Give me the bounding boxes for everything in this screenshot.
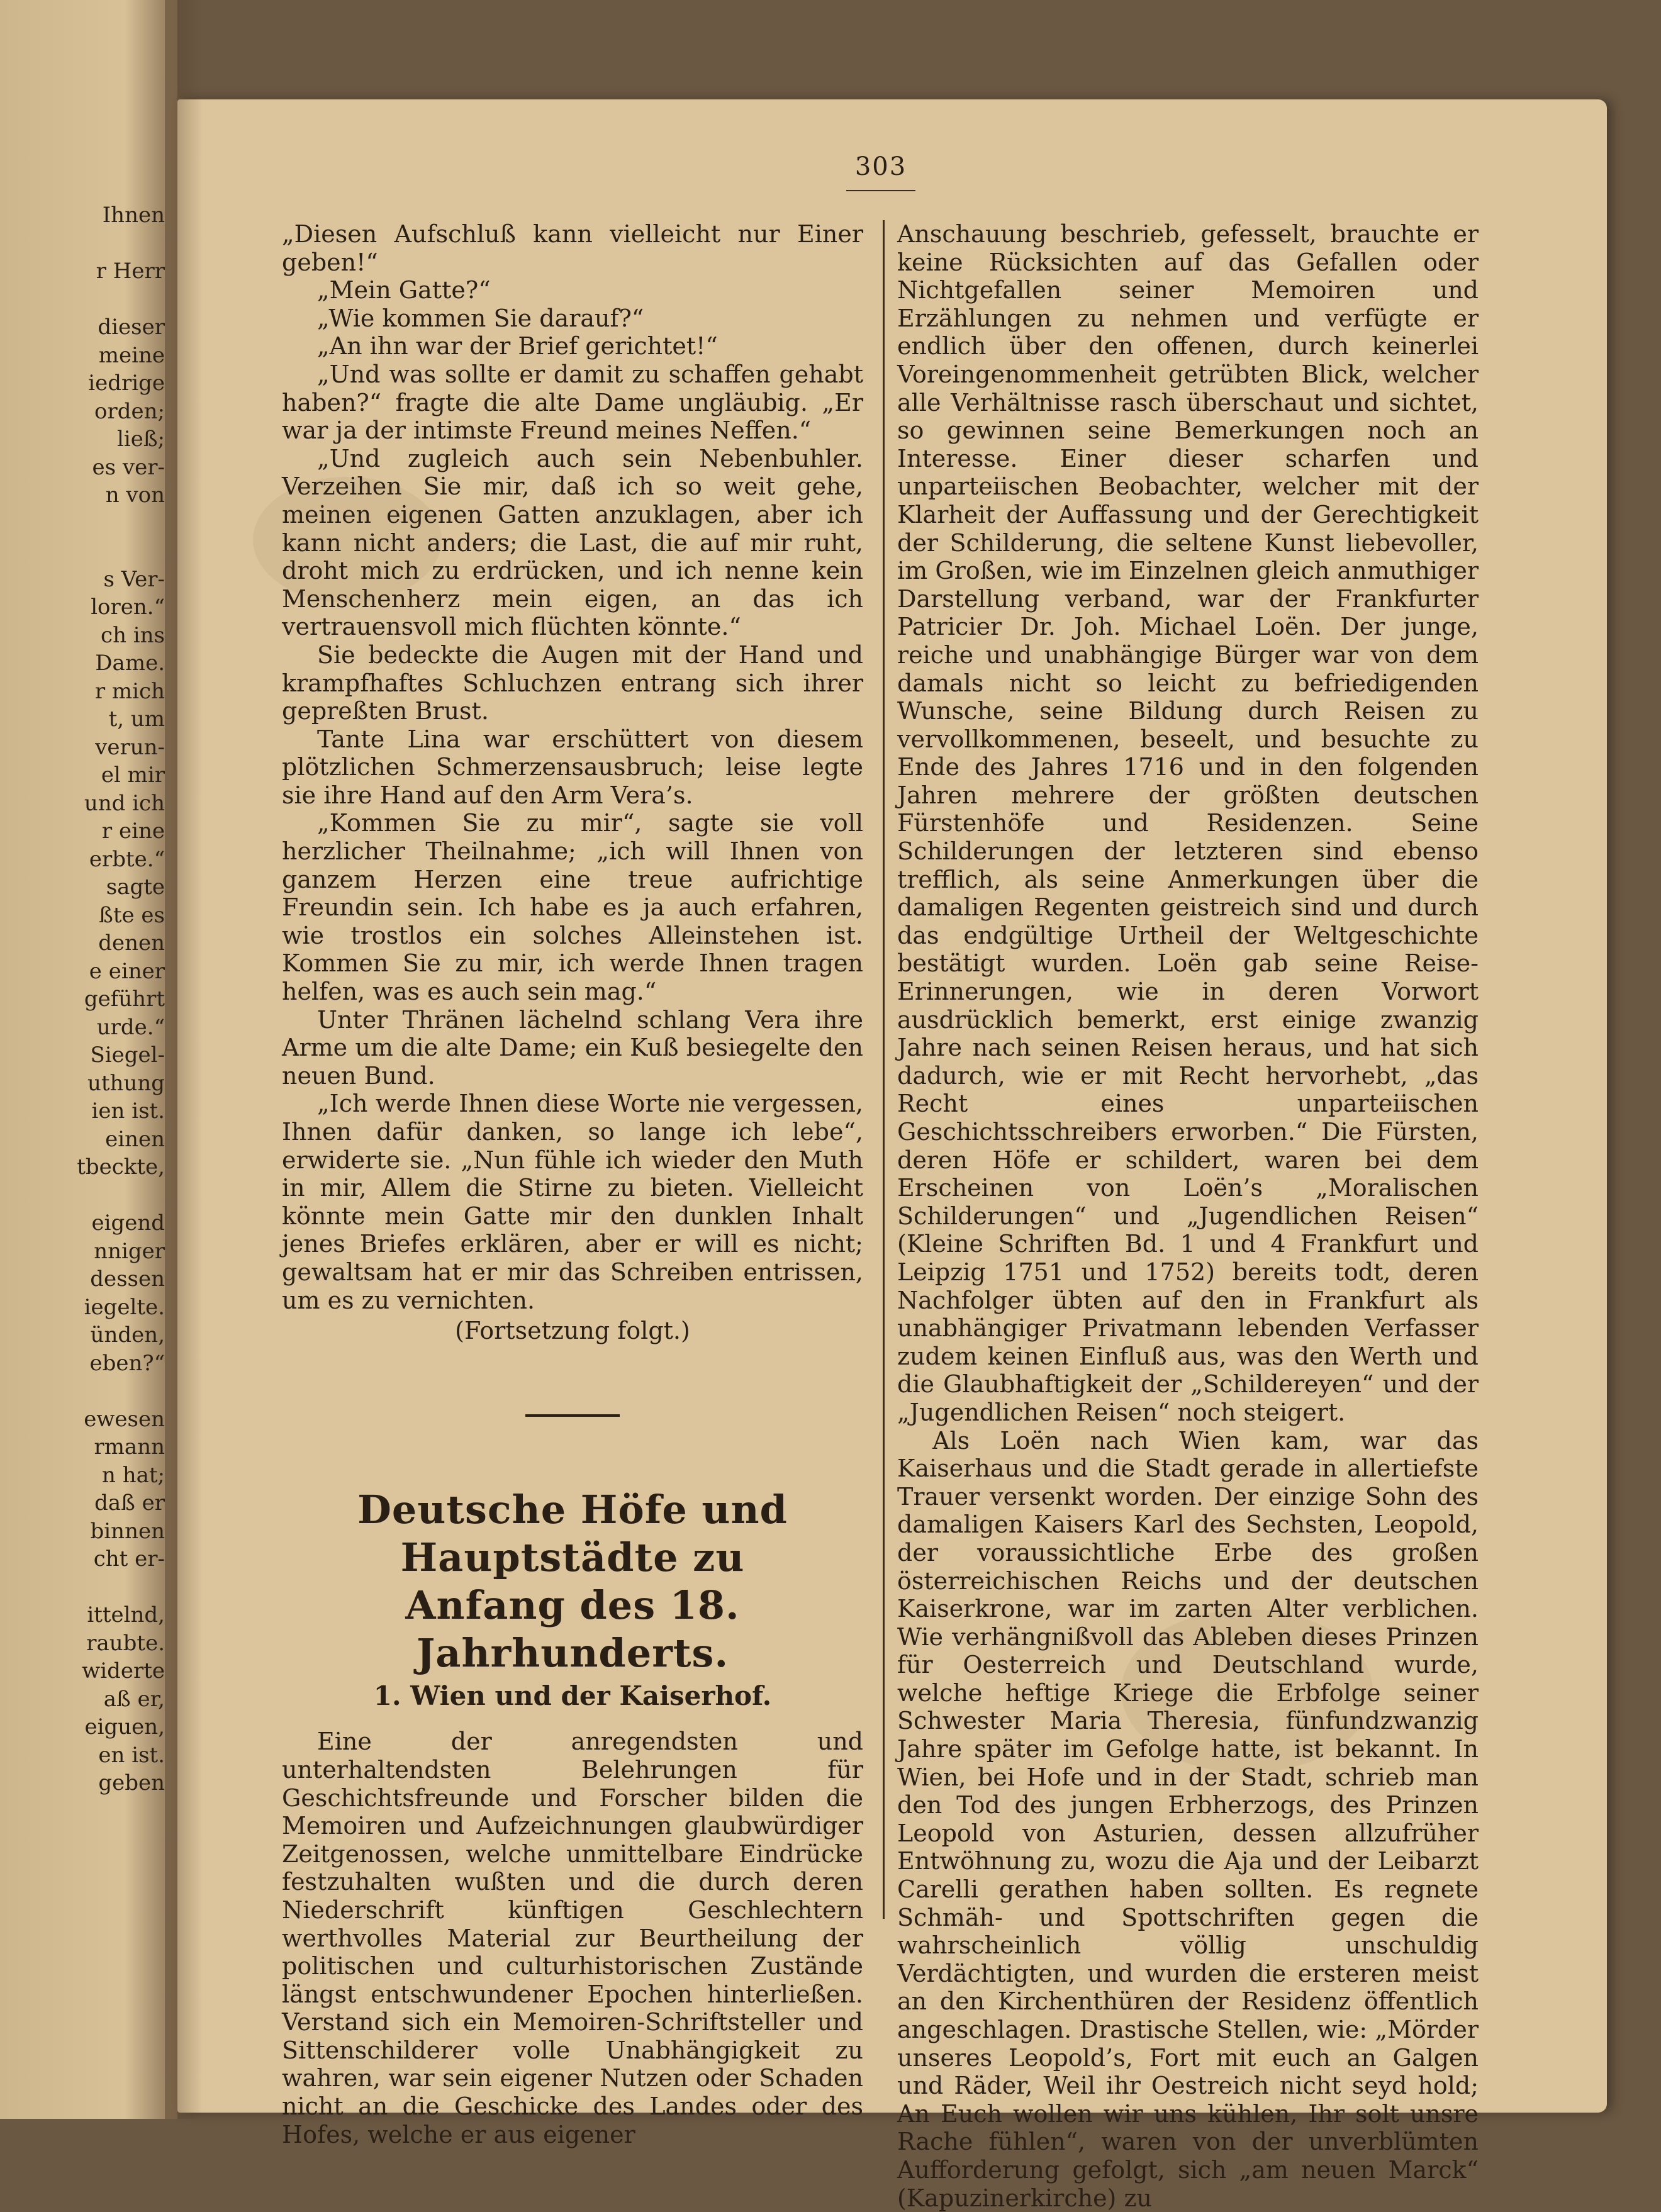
facing-page-line: erbte.“	[89, 846, 165, 872]
left-column	[282, 220, 863, 2148]
facing-page-line: en ist.	[98, 1742, 165, 1768]
article-title	[282, 1486, 863, 1677]
paragraph: „Und was sollte er damit zu schaffen gehabt haben?“ fragte die alte Dame ungläubig. „Er war ja der intimste Freund meines Neffen.“	[282, 360, 863, 445]
facing-page-line: raubte.	[86, 1630, 165, 1656]
article-title-line-2: Anfang des 18. Jahrhunderts.	[405, 1582, 740, 1676]
facing-page-line: widerte	[82, 1658, 165, 1684]
facing-page-line: tbeckte,	[77, 1154, 165, 1180]
facing-page-line: rmann	[94, 1434, 165, 1460]
paragraph: „Und zugleich auch sein Nebenbuhler. Verzeihen Sie mir, daß ich so weit gehe, meinen eigenen Gatten anzuklagen, aber ich kann nicht anders; die Last, die auf mir ruht, droht mich zu erdrücken, und ich nenne kein Menschenherz mein eigen, an das ich vertrauensvoll mich flüchten könnte.“	[282, 444, 863, 641]
paragraph: „Diesen Aufschluß kann vielleicht nur Einer geben!“	[282, 220, 863, 276]
article-intro: Eine der anregendsten und unterhaltendsten Belehrungen für Geschichtsfreunde und Forscher bilden die Memoiren und Aufzeichnungen glaubwürdiger Zeitgenossen, welche unmittelbare Eindrücke festzuhalten wußten und die durch deren Niederschrift künftigen Geschlechtern werthvolles Material zur Beurtheilung der politischen und culturhistorischen Zustände längst entschwundener Epochen hinterließen. Verstand sich ein Memoiren-Schriftsteller und Sittenschilderer volle Unabhängigkeit zu wahren, war sein eigener Nutzen oder Schaden nicht an die Geschicke des Landes oder des Hofes, welche er aus eigener	[282, 1728, 863, 2148]
facing-page-line: n hat;	[102, 1462, 165, 1488]
facing-page-line: nniger	[94, 1238, 165, 1264]
facing-page-line: iegelte.	[84, 1294, 165, 1320]
facing-page-line: r Herr	[96, 259, 165, 284]
paragraph: Tante Lina war erschüttert von diesem plötzlichen Schmerzensausbruch; leise legte sie ihre Hand auf den Arm Vera’s.	[282, 725, 863, 809]
paragraph: „Mein Gatte?“	[317, 276, 491, 304]
facing-page	[0, 0, 177, 2119]
page-number-rule	[846, 190, 915, 191]
facing-page-line: iedrige	[88, 371, 165, 396]
facing-page-line: denen	[98, 930, 165, 956]
facing-page-text	[0, 201, 170, 1797]
facing-page-line: n von	[105, 483, 165, 508]
facing-page-line: t, um	[108, 707, 165, 732]
continuation-note: (Fortsetzung folgt.)	[455, 1317, 690, 1345]
facing-page-line	[0, 230, 170, 258]
facing-page-line: aß er,	[103, 1686, 165, 1712]
article-subtitle: 1. Wien und der Kaiserhof.	[373, 1680, 772, 1711]
right-column	[897, 220, 1479, 2212]
facing-page-line	[0, 286, 170, 314]
facing-page-line: urde.“	[96, 1014, 165, 1040]
facing-page-line: s Ver-	[103, 566, 165, 592]
facing-page-line: eiguen,	[84, 1714, 165, 1740]
facing-page-line	[0, 1377, 170, 1405]
facing-page-line: ließ;	[116, 427, 165, 452]
facing-page-line: es ver-	[92, 454, 165, 480]
facing-page-line: Siegel-	[90, 1042, 165, 1068]
facing-page-line: binnen	[90, 1518, 165, 1544]
facing-page-line: ßte es	[99, 902, 165, 928]
facing-page-line: e einer	[89, 958, 165, 984]
paragraph: Als Loën nach Wien kam, war das Kaiserhaus und die Stadt gerade in allertiefste Trauer versenkt worden. Der einzige Sohn des damaligen Kaisers Karl des Sechsten, Leopold, der voraussichtliche Erbe des großen österreichischen Reichs und der deutschen Kaiserkrone, war im zarten Alter verblichen. Wie verhängnißvoll das Ableben dieses Prinzen für Oesterreich und Deutschland wurde, welche heftige Kriege die Erbfolge seiner Schwester Maria Theresia, fünfundzwanzig Jahre später im Gefolge hatte, ist bekannt. In Wien, bei Hofe und in der Stadt, schrieb man den Tod des jungen Erbherzogs, des Prinzen Leopold von Asturien, dessen allzufrüher Entwöhnung zu, wozu die Aja und der Leibarzt Carelli gerathen haben sollten. Es regnete Schmäh- und Spottschriften gegen die wahrscheinlich völlig unschuldig Verdächtigten, und wurden die ersteren meist an den Kirchenthüren der Residenz öffentlich angeschlagen. Drastische Stellen, wie: „Mörder unseres Leopold’s, Fort mit euch an Galgen und Räder, Weil ihr Oestreich nicht seyd hold; An Euch wollen wir uns kühlen, Ihr solt unsre Rache fühlen“, waren von der unverblümten Aufforderung gefolgt, sich „am neuen Marck“ (Kapuzinerkirche) zu	[897, 1426, 1479, 2212]
facing-page-line: und ich	[84, 790, 165, 816]
facing-page-line: geben	[98, 1770, 165, 1796]
facing-page-line: el mir	[101, 762, 165, 788]
facing-page-line	[0, 1573, 170, 1602]
paragraph: „An ihn war der Brief gerichtet!“	[317, 332, 718, 360]
facing-page-line: orden;	[94, 398, 165, 424]
page-number: 303	[854, 152, 907, 181]
paragraph: „Kommen Sie zu mir“, sagte sie voll herzlicher Theilnahme; „ich will Ihnen von ganzem Herzen eine treue aufrichtige Freundin sein. Ich habe es ja auch erfahren, wie trostlos ein solches Alleinstehen ist. Kommen Sie zu mir, ich werde Ihnen tragen helfen, was es auch sein mag.“	[282, 809, 863, 1006]
facing-page-line: loren.“	[91, 595, 165, 620]
facing-page-line: sagte	[106, 874, 165, 900]
facing-page-line: r mich	[94, 678, 165, 704]
facing-page-line	[0, 537, 170, 566]
article-title-line-1: Deutsche Höfe und Hauptstädte zu	[357, 1486, 788, 1580]
facing-page-line: dieser	[98, 315, 165, 340]
facing-page-line: meine	[98, 342, 165, 368]
paragraph: Unter Thränen lächelnd schlang Vera ihre Arme um die alte Dame; ein Kuß besiegelte den neuen Bund.	[282, 1005, 863, 1090]
facing-page-line: ien ist.	[91, 1098, 165, 1124]
facing-page-line: ewesen	[84, 1406, 165, 1432]
column-divider	[883, 220, 885, 1919]
facing-page-line: Ihnen	[102, 203, 165, 228]
facing-page-line: geführt	[84, 986, 165, 1012]
paragraph: Anschauung beschrieb, gefesselt, brauchte er keine Rücksichten auf das Gefallen oder Nichtgefallen seiner Memoiren und Erzählungen zu nehmen und verfügte er endlich über den offenen, durch keinerlei Voreingenommenheit getrübten Blick, welcher alle Verhältnisse rasch überschaut und sichtet, so gewinnen seine Bemerkungen noch an Interesse. Einer dieser scharfen und unparteiischen Beobachter, welcher mit der Klarheit der Auffassung und der Gerechtigkeit der Schilderung, die seltene Kunst liebevoller, im Großen, wie im Einzelnen gleich anmuthiger Darstellung verband, war der Frankfurter Patricier Dr. Joh. Michael Loën. Der junge, reiche und unabhängige Bürger war von dem damals nicht so leicht zu befriedigenden Wunsche, seine Bildung durch Reisen zu vervollkommenen, beseelt, und besuchte zu Ende des Jahres 1716 und in den folgenden Jahren mehrere der größten deutschen Fürstenhöfe und Residenzen. Seine Schilderungen der letzteren sind ebenso trefflich, als seine Anmerkungen über die damaligen Regenten geistreich sind und durch das endgültige Urtheil der Weltgeschichte bestätigt wurden. Loën gab seine Reise-Erinnerungen, wie in deren Vorwort ausdrücklich bemerkt, erst einige zwanzig Jahre nach seinen Reisen heraus, und hat sich dadurch, wie er mit Recht hervorhebt, „das Recht eines unparteiischen Geschichtsschreibers erworben.“ Die Fürsten, deren Höfe er schildert, waren bei dem Erscheinen von Loën’s „Moralischen Schilderungen“ und „Jugendlichen Reisen“ (Kleine Schriften Bd. 1 und 4 Frankfurt und Leipzig 1751 und 1752) bereits todt, deren Nachfolger übten auf den in Frankfurt als unabhängiger Privatmann lebenden Verfasser zudem keinen Einfluß aus, was den Werth und die Glaubhaftigkeit der „Schildereyen“ und der „Jugendlichen Reisen“ noch steigert.	[897, 220, 1479, 1426]
paragraph: „Wie kommen Sie darauf?“	[317, 304, 644, 332]
paragraph: Sie bedeckte die Augen mit der Hand und krampfhaftes Schluchzen entrang sich ihrer gepreßten Brust.	[282, 640, 863, 725]
facing-page-line: Dame.	[95, 651, 165, 676]
facing-page-line: daß er	[94, 1490, 165, 1516]
facing-page-line: uthung	[87, 1070, 165, 1096]
facing-page-line: eben?“	[89, 1350, 165, 1376]
facing-page-line: eigend	[91, 1210, 165, 1236]
facing-page-line: einen	[105, 1126, 165, 1152]
facing-page-line: ünden,	[90, 1322, 165, 1348]
facing-page-line	[0, 1181, 170, 1210]
facing-page-line: verun-	[95, 734, 165, 760]
section-separator	[525, 1414, 620, 1417]
facing-page-line: dessen	[90, 1266, 165, 1292]
facing-page-line: cht er-	[93, 1546, 165, 1572]
facing-page-line: ch ins	[101, 622, 165, 648]
paragraph: „Ich werde Ihnen diese Worte nie vergessen, Ihnen dafür danken, so lange ich lebe“, erwiderte sie. „Nun fühle ich wieder den Muth in mir, Allem die Stirne zu bieten. Vielleicht könnte mein Gatte mir den dunklen Inhalt jenes Briefes erklären, aber er will es nicht; gewaltsam hat er mir das Schreiben entrissen, um es zu vernichten.	[282, 1090, 863, 1314]
facing-page-line: ittelnd,	[87, 1602, 165, 1628]
facing-page-line: r eine	[101, 818, 165, 844]
facing-page-line	[0, 510, 170, 538]
